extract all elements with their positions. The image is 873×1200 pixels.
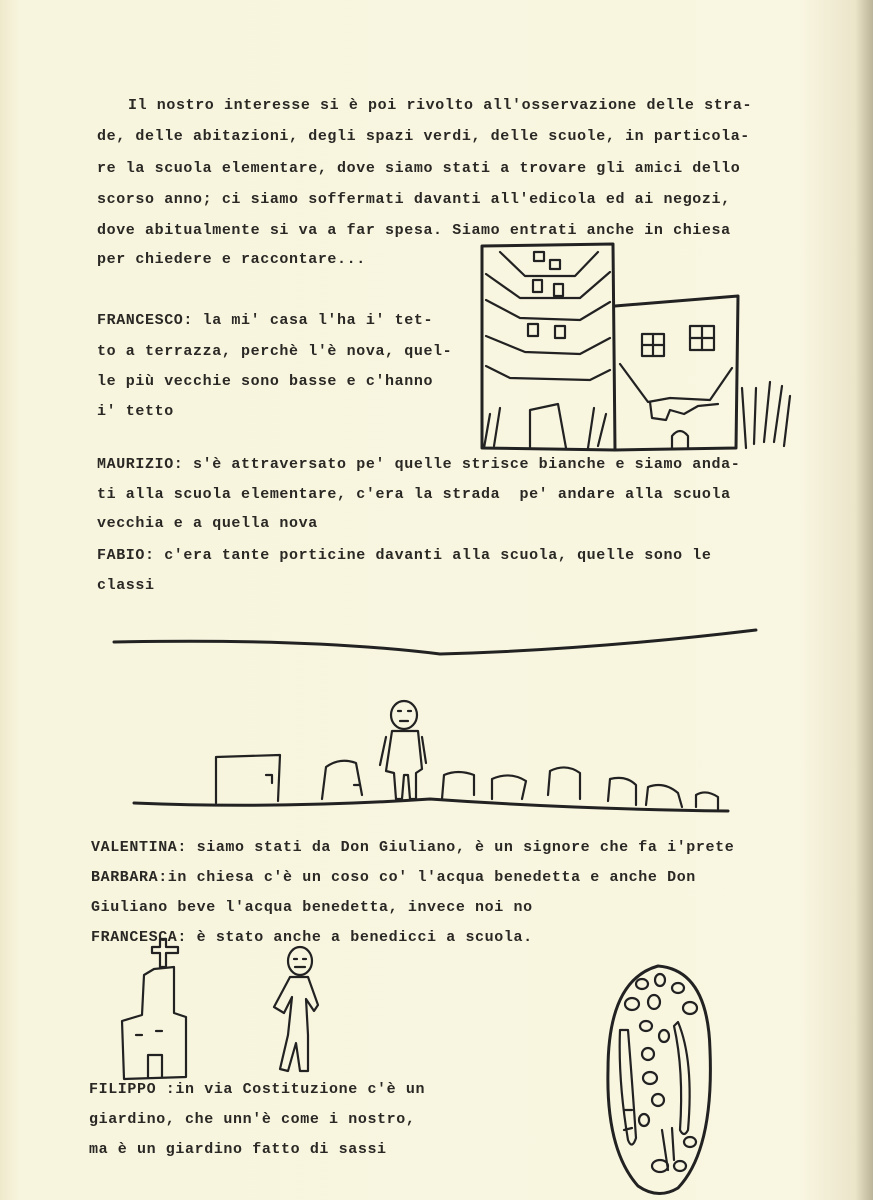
francesco-line-2: to a terrazza, perchè l'è nova, quel-: [97, 343, 453, 360]
maurizio-line-1: MAURIZIO: s'è attraversato pe' quelle strisce bianche e siamo anda-: [97, 456, 741, 473]
stone-garden-drawing: [598, 960, 723, 1200]
maurizio-line-3: vecchia e a quella nova: [97, 515, 318, 532]
francesco-line-3: le più vecchie sono basse e c'hanno: [97, 373, 434, 390]
intro-line-3: re la scuola elementare, dove siamo stati a trovare gli amici dello: [97, 160, 741, 177]
filippo-line-3: ma è un giardino fatto di sassi: [89, 1141, 387, 1158]
barbara-line-1: BARBARA:in chiesa c'è un coso co' l'acqua benedetta e anche Don: [91, 869, 696, 886]
intro-line-6: per chiedere e raccontare...: [97, 251, 366, 268]
divider-line-drawing: [110, 620, 770, 660]
maurizio-line-2: ti alla scuola elementare, c'era la strada pe' andare alla scuola: [97, 486, 731, 503]
valentina-line: VALENTINA: siamo stati da Don Giuliano, è un signore che fa i'prete: [91, 839, 735, 856]
francesca-line: FRANCESCA: è stato anche a benedicci a scuola.: [91, 929, 533, 946]
barbara-line-2: Giuliano beve l'acqua benedetta, invece noi no: [91, 899, 533, 916]
filippo-line-1: FILIPPO :in via Costituzione c'è un: [89, 1081, 426, 1098]
intro-line-4: scorso anno; ci siamo soffermati davanti all'edicola ed ai negozi,: [97, 191, 731, 208]
houses-drawing: [470, 238, 800, 458]
filippo-line-2: giardino, che unn'è come i nostro,: [89, 1111, 416, 1128]
intro-line-5: dove abitualmente si va a far spesa. Siamo entrati anche in chiesa: [97, 222, 731, 239]
francesco-line-4: i' tetto: [97, 403, 174, 420]
school-doors-drawing: [130, 695, 740, 820]
fabio-line-2: classi: [97, 577, 155, 594]
fabio-line-1: FABIO: c'era tante porticine davanti alla scuola, quelle sono le: [97, 547, 712, 564]
francesco-line-1: FRANCESCO: la mi' casa l'ha i' tet-: [97, 312, 434, 329]
page-edge-shadow: [855, 0, 873, 1200]
intro-line-1: Il nostro interesse si è poi rivolto all'osservazione delle stra-: [128, 97, 753, 114]
intro-line-2: de, delle abitazioni, degli spazi verdi, delle scuole, in particola-: [97, 128, 750, 145]
church-priest-drawing: [112, 935, 332, 1085]
